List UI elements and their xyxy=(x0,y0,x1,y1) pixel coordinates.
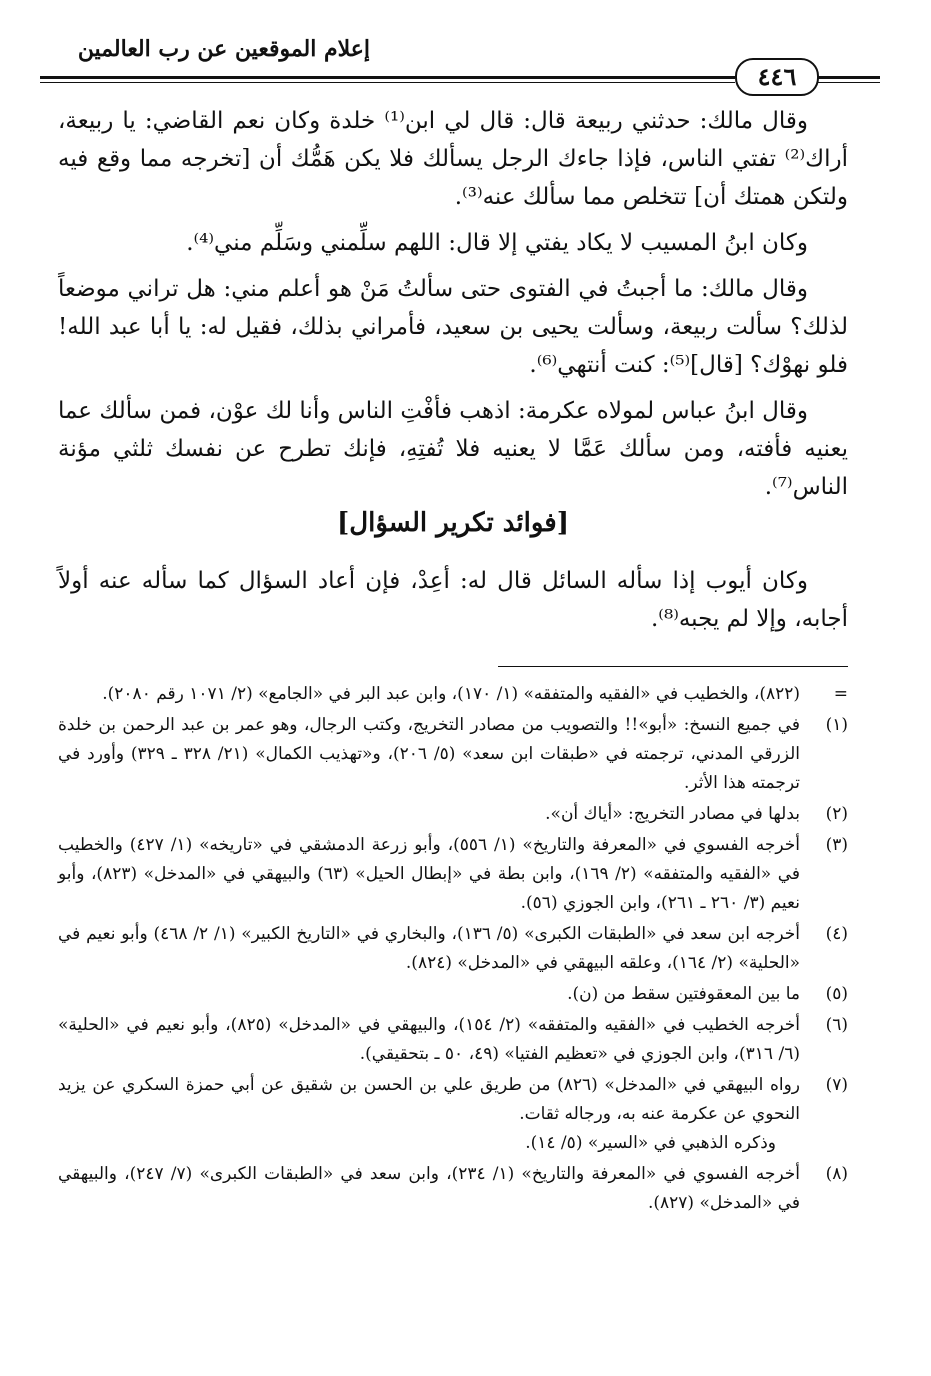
section-heading: [فوائد تكرير السؤال] xyxy=(336,508,570,538)
footnote-text xyxy=(58,680,800,709)
footnote-text xyxy=(58,1071,800,1158)
footnote-line: أخرجه ابن سعد في «الطبقات الكبرى» (٥/ ١٣٦)، والبخاري في «التاريخ الكبير» (١/ ٢/ ٤٦٨) وأبو نعيم في «الحلية» (٢/ ١٦٤)، وعلقه البيهقي في «المدخل» (٨٢٤). xyxy=(58,924,800,973)
body-paragraph: وكان ابنُ المسيب لا يكاد يفتي إلا قال: اللهم سلِّمني وسَلِّم مني⁽⁴⁾. xyxy=(186,230,808,256)
footnote-number: = xyxy=(833,684,848,704)
header-rule-thin xyxy=(40,82,735,83)
footnote-line: أخرجه الفسوي في «المعرفة والتاريخ» (١/ ٥٥٦)، وأبو زرعة الدمشقي في «تاريخه» (١/ ٤٢٧) والخطيب في «الفقيه والمتفقه» (٢/ ١٦٩)، وابن بطة في «إبطال الحيل» (٦٣) والبيهقي في «المدخل» (٨٢٣)، وأبو نعيم (٣/ ٢٦٠ ـ ٢٦١)، وابن الجوزي (٥٦). xyxy=(58,835,801,913)
page-number-badge: ٤٤٦ xyxy=(735,58,819,96)
footnote xyxy=(58,1071,848,1158)
footnote-line: وذكره الذهبي في «السير» (٥/ ١٤). xyxy=(525,1133,776,1153)
footnote xyxy=(58,920,848,978)
header-rule-right xyxy=(817,76,880,79)
footnote-number: (٤) xyxy=(825,924,848,944)
footnote-number: (٧) xyxy=(825,1075,848,1095)
footnote xyxy=(58,680,848,709)
footnote-line: أخرجه الخطيب في «الفقيه والمتفقه» (٢/ ١٥٤)، والبيهقي في «المدخل» (٨٢٥)، وأبو نعيم في «الحلية» (٦/ ٣١٦)، وابن الجوزي في «تعظيم الفتيا» (٤٩، ٥٠ ـ بتحقيقي). xyxy=(58,1015,801,1064)
body-paragraph: وكان أيوب إذا سأله السائل قال له: أعِدْ، فإن أعاد السؤال كما سأله عنه أولاً أجابه، وإلا لم يجبه⁽⁸⁾. xyxy=(58,568,848,632)
header-rule xyxy=(40,76,735,79)
footnote-line: رواه البيهقي في «المدخل» (٨٢٦) من طريق علي بن الحسن بن شقيق عن أبي حمزة السكري عن يزيد النحوي عن عكرمة عنه به، ورجاله ثقات. xyxy=(58,1075,801,1124)
header-rule-right-thin xyxy=(817,82,880,83)
footnote-number: (١) xyxy=(825,715,848,735)
footnote-text xyxy=(58,800,800,829)
footnote-number: (٥) xyxy=(825,984,848,1004)
footnote xyxy=(58,1011,848,1069)
footnote-text xyxy=(58,1011,800,1069)
main-text xyxy=(58,102,848,514)
footnote xyxy=(58,800,848,829)
footnote-line: أخرجه الفسوي في «المعرفة والتاريخ» (١/ ٢٣٤)، وابن سعد في «الطبقات الكبرى» (٧/ ٢٤٧)، والبيهقي في «المدخل» (٨٢٧). xyxy=(58,1164,800,1213)
footnote-number: (٨) xyxy=(825,1164,848,1184)
body-paragraph: وقال ابنُ عباس لمولاه عكرمة: اذهب فأفْتِ الناس وأنا لك عوْن، فمن سألك عما يعنيه فأفته، ومن سألك عَمَّا لا يعنيه فلا تُفتِهِ، فإنك تطرح عن نفسك ثلثي مؤنة الناس⁽⁷⁾. xyxy=(58,398,848,500)
footnote-line: في جميع النسخ: «أبو»!! والتصويب من مصادر التخريج، وكتب الرجال، وهو عمر بن عبد الرحمن بن خلدة الزرقي المدني، ترجمته في «طبقات ابن سعد» (٥/ ٢٠٦)، و«تهذيب الكمال» (٢١/ ٣٢٨ ـ ٣٢٩) وأورد في ترجمته هذا الأثر. xyxy=(58,715,800,793)
footnote-number: (٢) xyxy=(825,804,848,824)
footnote-line: ما بين المعقوفتين سقط من (ن). xyxy=(567,984,800,1004)
footnote xyxy=(58,1160,848,1218)
footnote-separator xyxy=(498,666,848,667)
footnote-text xyxy=(58,920,800,978)
footnote xyxy=(58,831,848,918)
body-paragraph: وقال مالك: ما أجبتُ في الفتوى حتى سألتُ مَنْ هو أعلم مني: هل تراني موضعاً لذلك؟ سألت ربيعة، وسألت يحيى بن سعيد، فأمراني بذلك، فقيل له: يا أبا عبد الله! فلو نهوْك؟ [قال]⁽⁵⁾: كنت أنتهي⁽⁶⁾. xyxy=(58,276,848,378)
footnote xyxy=(58,711,848,798)
footnote xyxy=(58,980,848,1009)
footnote-number: (٣) xyxy=(825,835,848,855)
footnotes xyxy=(58,680,848,1220)
section-text xyxy=(58,562,848,638)
footnote-text xyxy=(58,1160,800,1218)
footnote-text xyxy=(58,831,800,918)
footnote-number: (٦) xyxy=(825,1015,848,1035)
footnote-line: بدلها في مصادر التخريج: «أياك أن». xyxy=(545,804,800,824)
running-header-title: إعلام الموقعين عن رب العالمين xyxy=(77,36,370,62)
footnote-text xyxy=(58,980,800,1009)
body-paragraph: وقال مالك: حدثني ربيعة قال: قال لي ابن⁽¹⁾ خلدة وكان نعم القاضي: يا ربيعة، أراك⁽²⁾ تفتي الناس، فإذا جاءك الرجل يسألك فلا يكن هَمُّك أن [تخرجه مما وقع فيه ولتكن همتك أن] تتخلص مما سألك عنه⁽³⁾. xyxy=(58,108,848,210)
footnote-line: (٨٢٢)، والخطيب في «الفقيه والمتفقه» (١/ ١٧٠)، وابن عبد البر في «الجامع» (٢/ ١٠٧١ رقم ٢٠٨٠). xyxy=(102,684,800,704)
footnote-text xyxy=(58,711,800,798)
